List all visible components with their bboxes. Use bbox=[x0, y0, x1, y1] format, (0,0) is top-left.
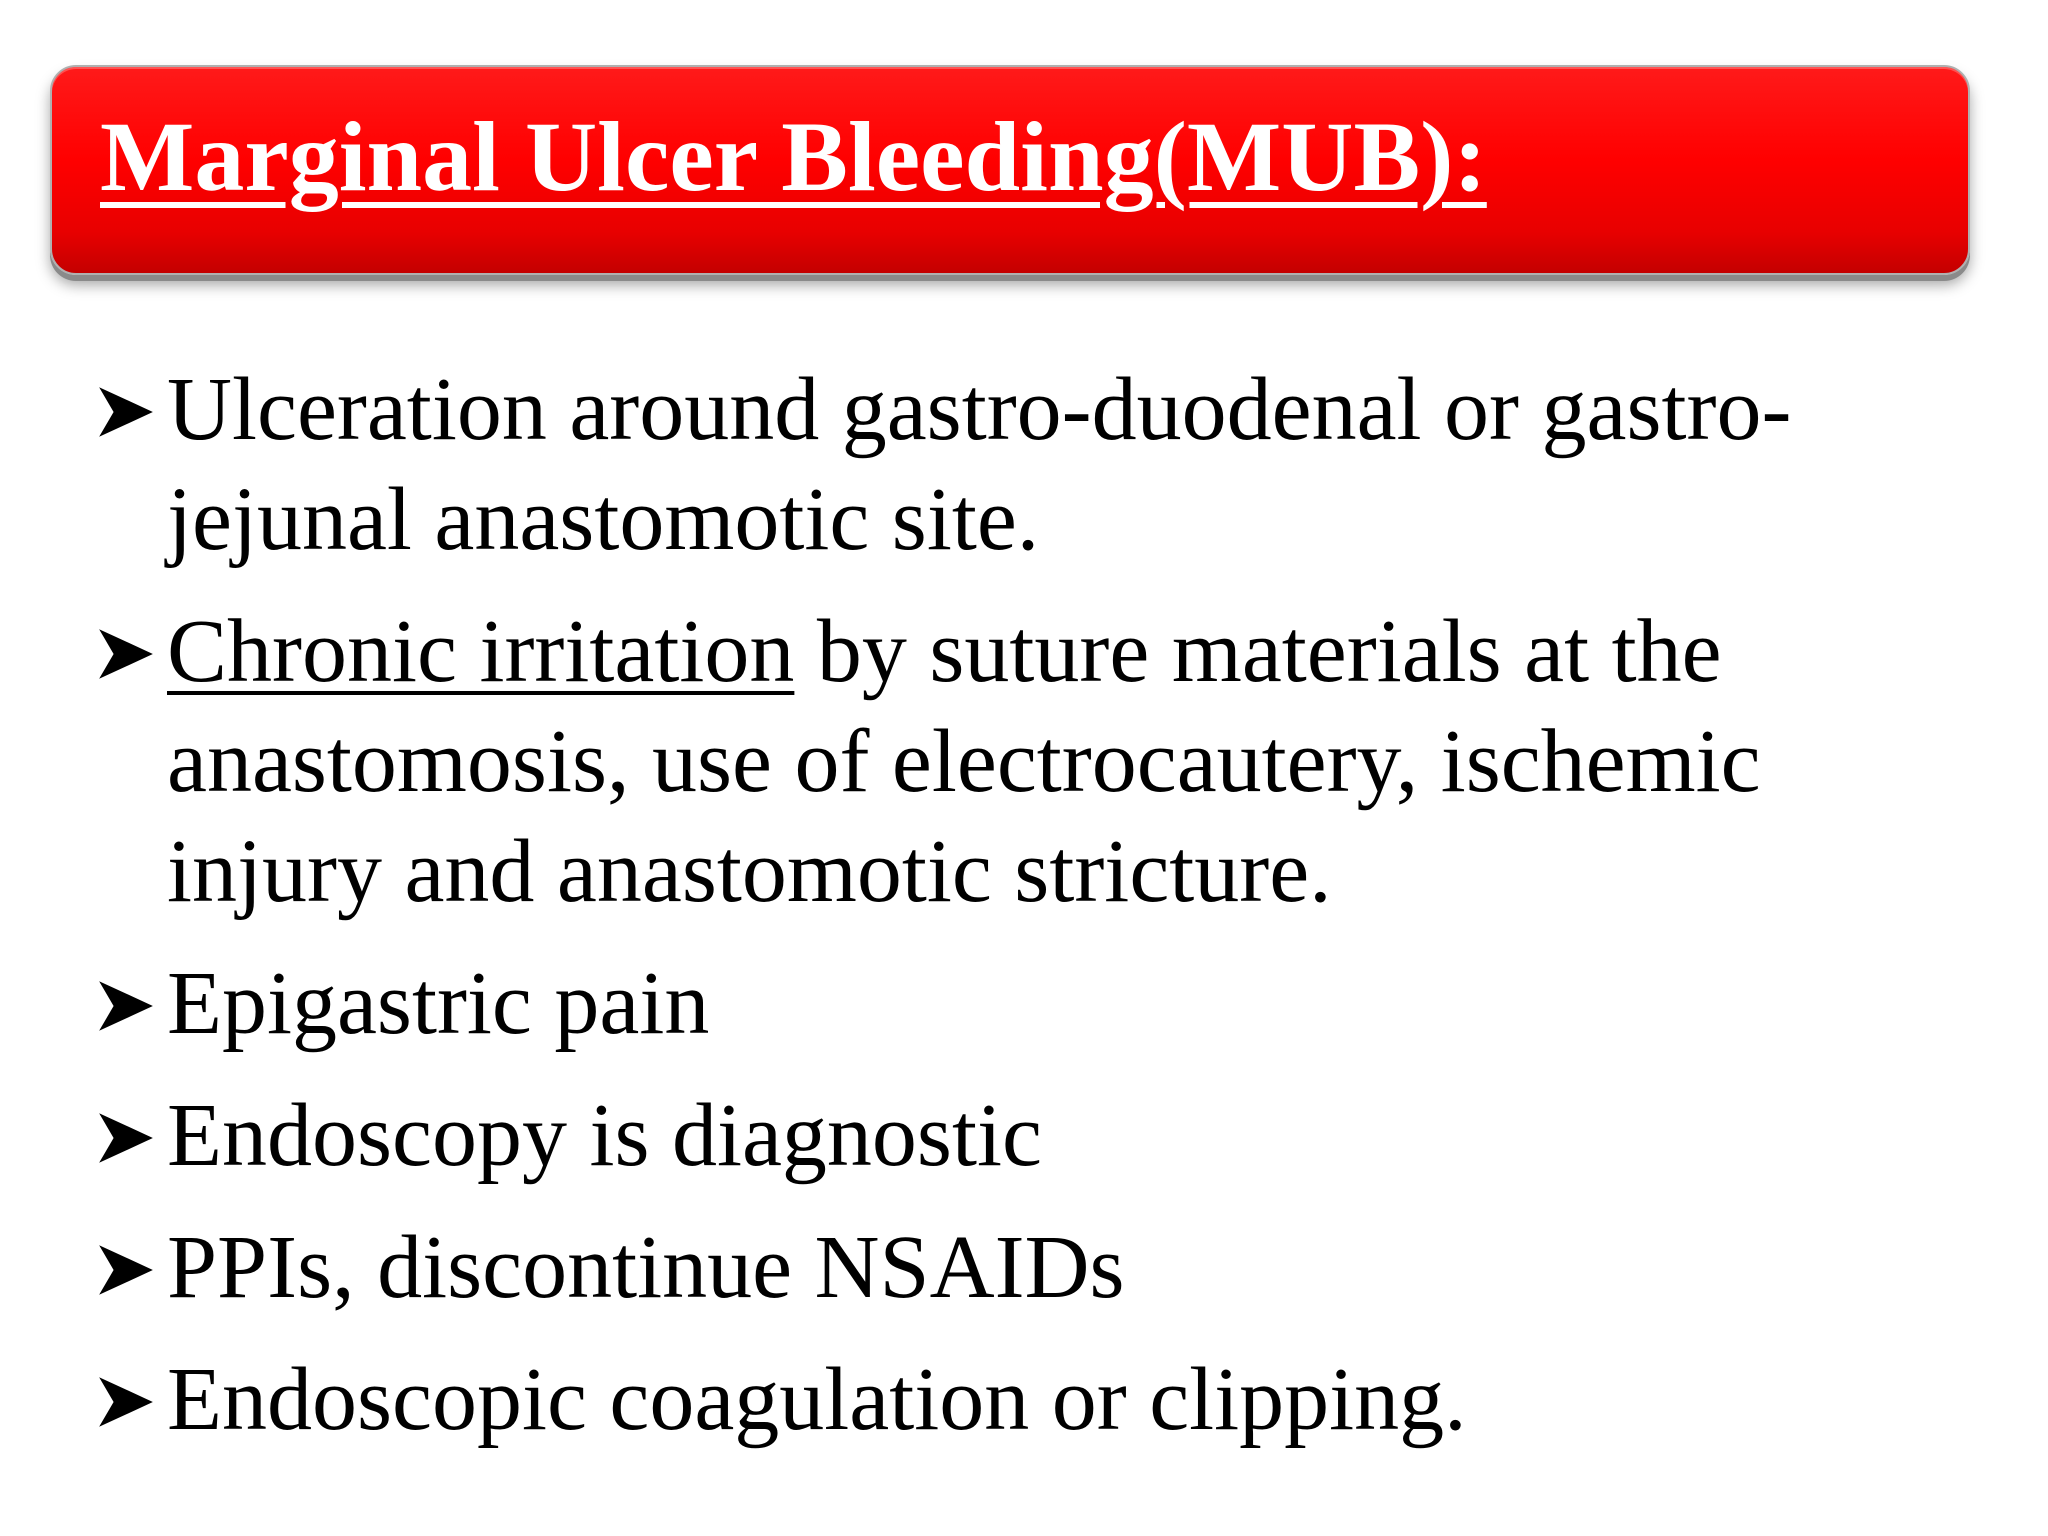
bullet-text: Endoscopy is diagnostic bbox=[167, 1086, 1042, 1185]
bullet-item bbox=[95, 1213, 1975, 1323]
bullet-list bbox=[95, 355, 1975, 1477]
arrow-bullet-icon bbox=[95, 597, 163, 707]
bullet-text: Ulceration around gastro-duodenal or gastro-jejunal anastomotic site. bbox=[167, 360, 1792, 569]
arrow-bullet-icon bbox=[95, 1345, 163, 1455]
bullet-text: by suture materials at the anastomosis, use of electrocautery, ischemic injury and anastomotic stricture. bbox=[167, 602, 1761, 921]
slide-title: Marginal Ulcer Bleeding(MUB): bbox=[100, 101, 1487, 212]
bullet-item bbox=[95, 1081, 1975, 1191]
bullet-text: Endoscopic coagulation or clipping. bbox=[167, 1350, 1467, 1449]
arrow-bullet-icon bbox=[95, 355, 163, 465]
bullet-underlined-text: Chronic irritation bbox=[167, 602, 795, 701]
bullet-item bbox=[95, 949, 1975, 1059]
bullet-item bbox=[95, 597, 1975, 927]
arrow-bullet-icon bbox=[95, 1213, 163, 1323]
title-banner bbox=[50, 65, 1970, 275]
arrow-bullet-icon bbox=[95, 949, 163, 1059]
arrow-bullet-icon bbox=[95, 1081, 163, 1191]
bullet-text: Epigastric pain bbox=[167, 954, 710, 1053]
bullet-item bbox=[95, 355, 1975, 575]
bullet-item bbox=[95, 1345, 1975, 1455]
bullet-text: PPIs, discontinue NSAIDs bbox=[167, 1218, 1125, 1317]
